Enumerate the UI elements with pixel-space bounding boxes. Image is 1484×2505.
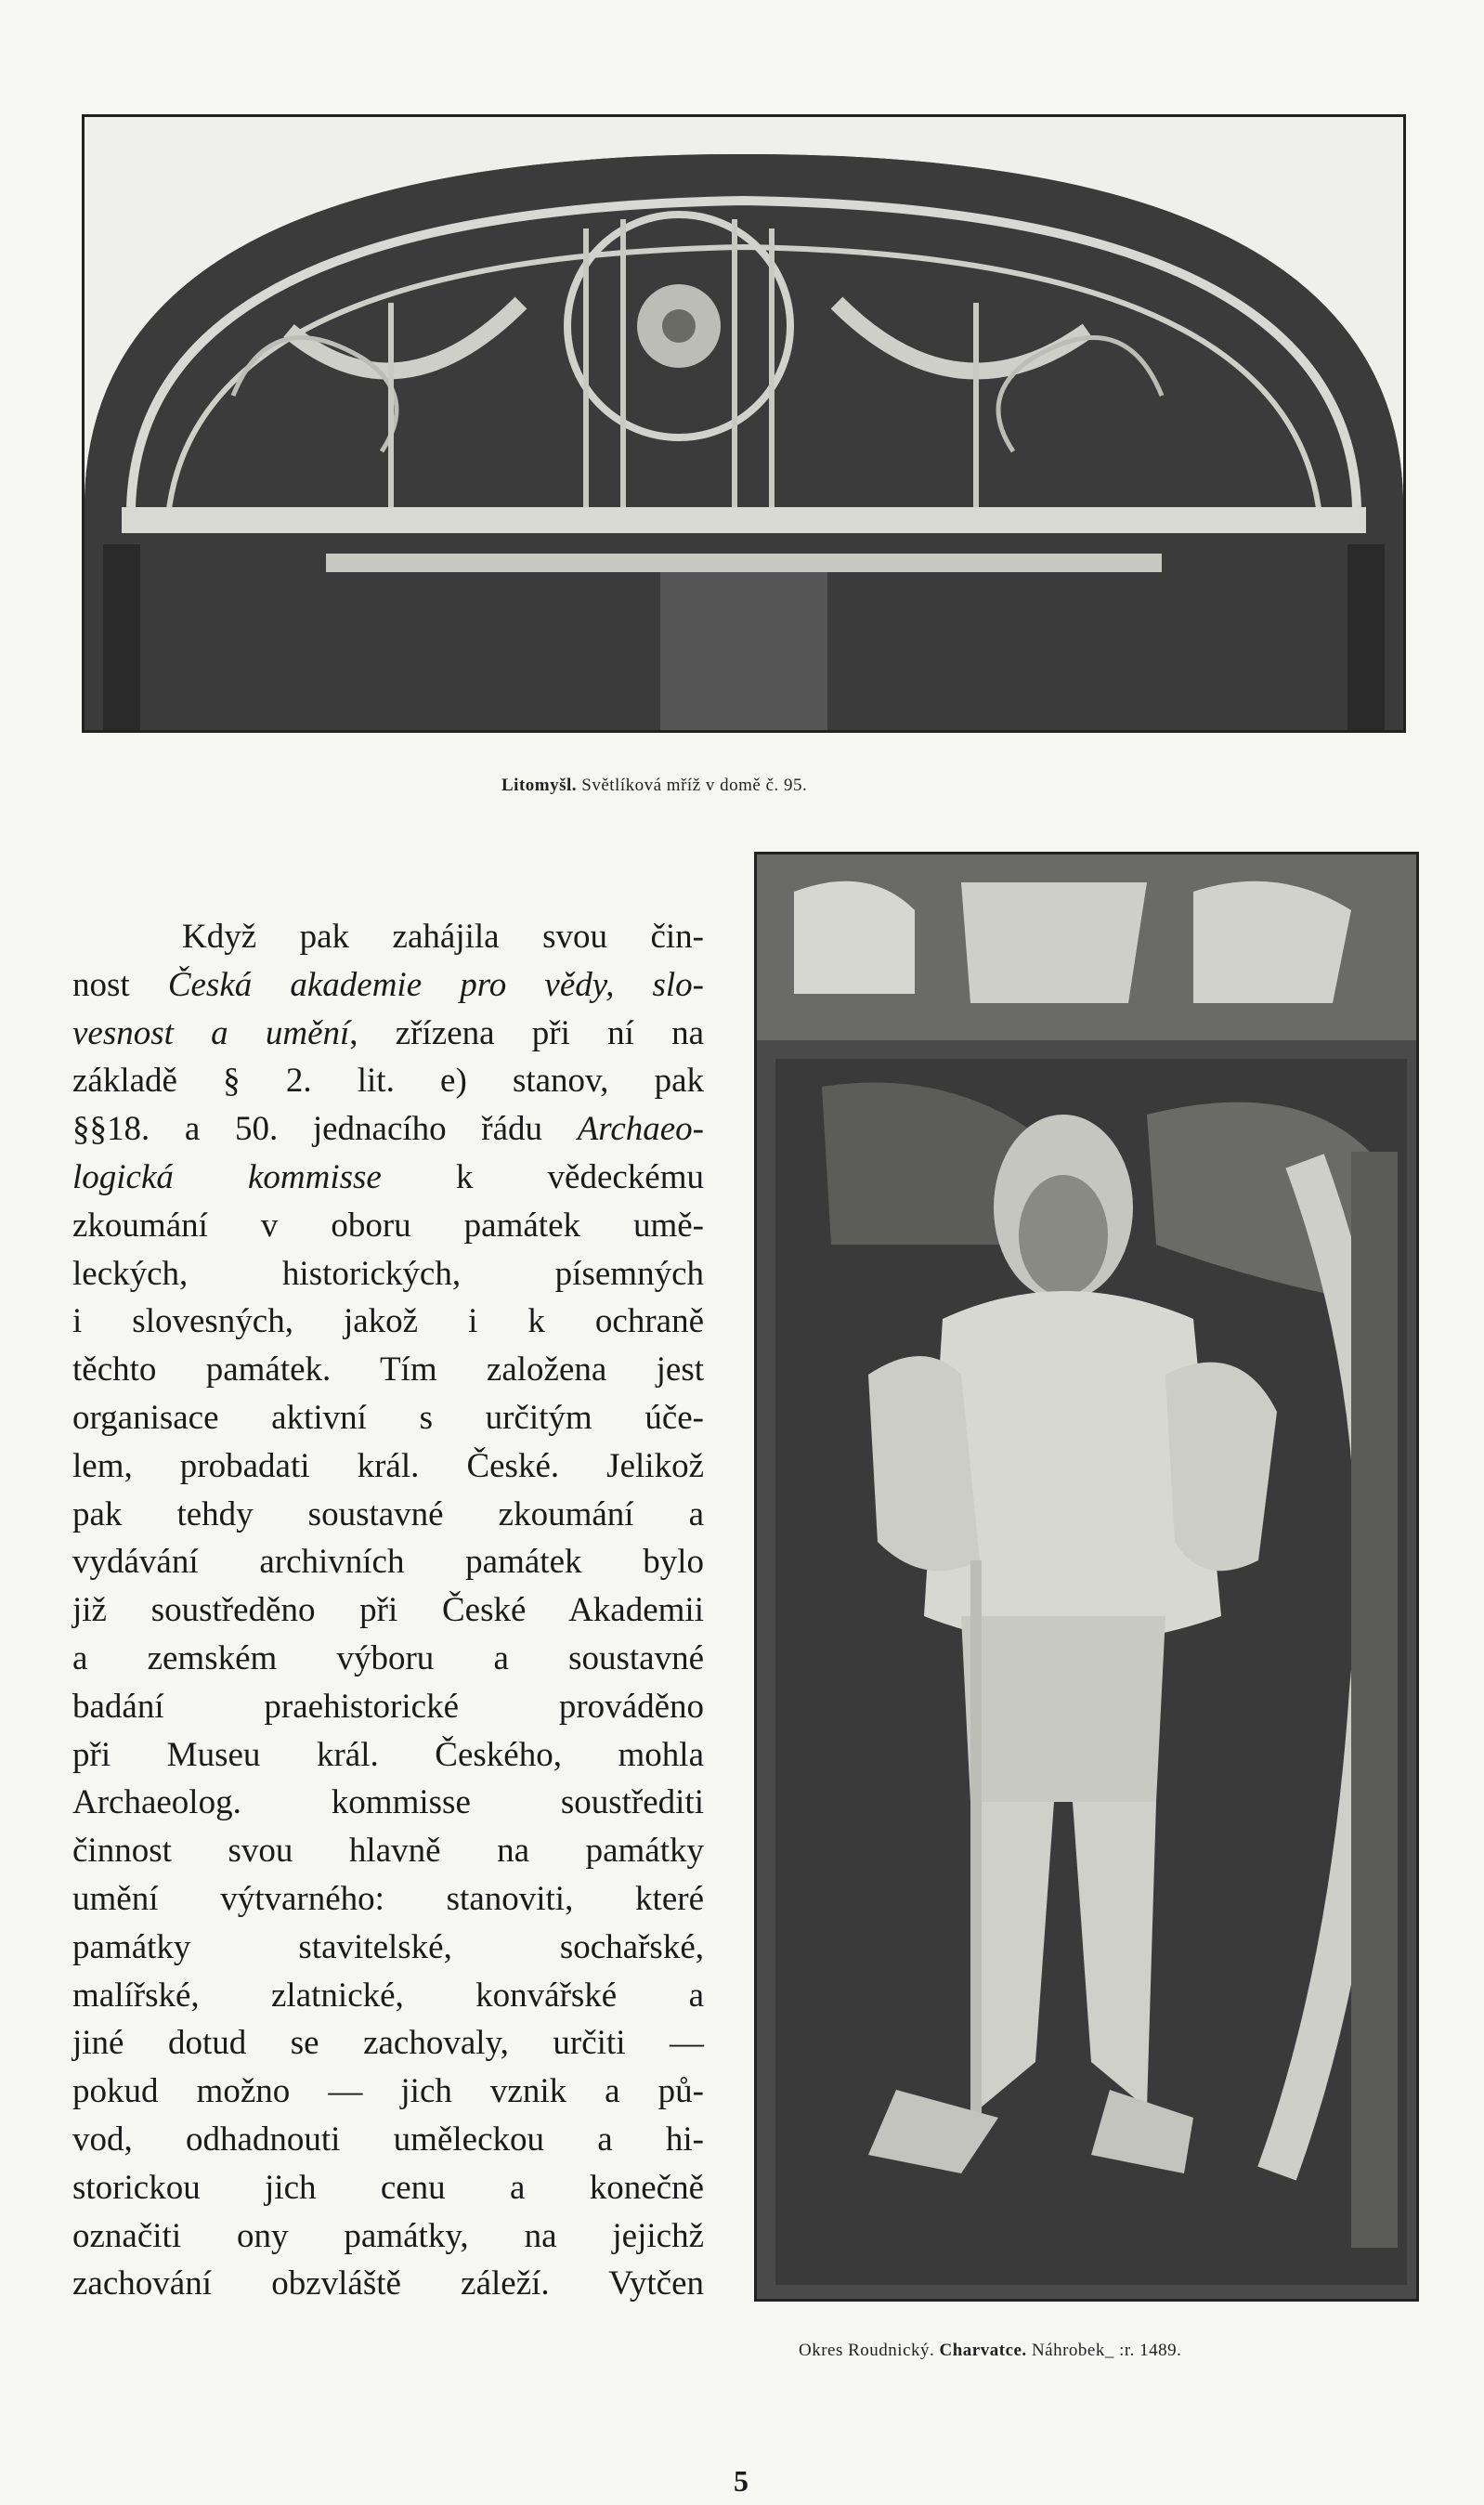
caption-text: Světlíková mříž v domě č. 95.	[581, 776, 808, 795]
text-line: základě § 2. lit. e) stanov, pak	[72, 1062, 704, 1101]
text-line: umění výtvarného: stanoviti, které	[72, 1879, 704, 1918]
text-line: i slovesných, jakož i k ochraně	[72, 1302, 704, 1341]
tombstone-knight-photo	[754, 852, 1419, 2302]
text-line: při Museu král. Českého, mohla	[72, 1735, 704, 1774]
text-line: činnost svou hlavně na památky	[72, 1832, 704, 1871]
caption-place: Charvatce.	[939, 2341, 1027, 2360]
text-line: leckých, historických, písemných	[72, 1254, 704, 1293]
text-line: vesnost a umění, zřízena při ní na	[72, 1013, 704, 1052]
caption-prefix: Okres Roudnický.	[799, 2341, 935, 2360]
text-line: vod, odhadnouti uměleckou a hi-	[72, 2120, 704, 2159]
text-line: a zemském výboru a soustavné	[72, 1638, 704, 1677]
text-line: těchto památek. Tím založena jest	[72, 1350, 704, 1389]
page-number: 5	[734, 2464, 749, 2498]
text-line: vydávání archivních památek bylo	[72, 1543, 704, 1582]
text-line: již soustředěno při České Akademii	[72, 1591, 704, 1630]
text-line: §§18. a 50. jednacího řádu Archaeo-	[72, 1110, 704, 1149]
text-line: lem, probadati král. České. Jelikož	[72, 1446, 704, 1485]
fanlight-grille-photo	[82, 114, 1406, 733]
text-line: Archaeolog. kommisse soustřediti	[72, 1783, 704, 1822]
text-line: jiné dotud se zachovaly, určiti —	[72, 2024, 704, 2063]
text-line: storickou jich cenu a konečně	[72, 2168, 704, 2207]
caption-place: Litomyšl.	[501, 776, 578, 795]
text-line: pokud možno — jich vznik a pů-	[72, 2072, 704, 2111]
text-line: nost Česká akademie pro vědy, slo-	[72, 965, 704, 1004]
top-photo-caption	[501, 776, 807, 796]
text-line: pak tehdy soustavné zkoumání a	[72, 1494, 704, 1533]
article-body	[72, 913, 704, 2308]
text-line: označiti ony památky, na jejichž	[72, 2216, 704, 2255]
right-photo-caption	[799, 2341, 1181, 2361]
caption-text: Náhrobek_ :r. 1489.	[1031, 2341, 1182, 2360]
text-line: zkoumání v oboru památek umě-	[72, 1206, 704, 1245]
text-line: badání praehistorické prováděno	[72, 1687, 704, 1726]
text-line: malířské, zlatnické, konvářské a	[72, 1976, 704, 2015]
text-line: Když pak zahájila svou čin-	[182, 918, 704, 956]
text-line: zachování obzvláště záleží. Vytčen	[72, 2264, 704, 2303]
text-line: památky stavitelské, sochařské,	[72, 1927, 704, 1966]
text-line: logická kommisse k vědeckému	[72, 1157, 704, 1196]
text-line: organisace aktivní s určitým úče-	[72, 1398, 704, 1437]
